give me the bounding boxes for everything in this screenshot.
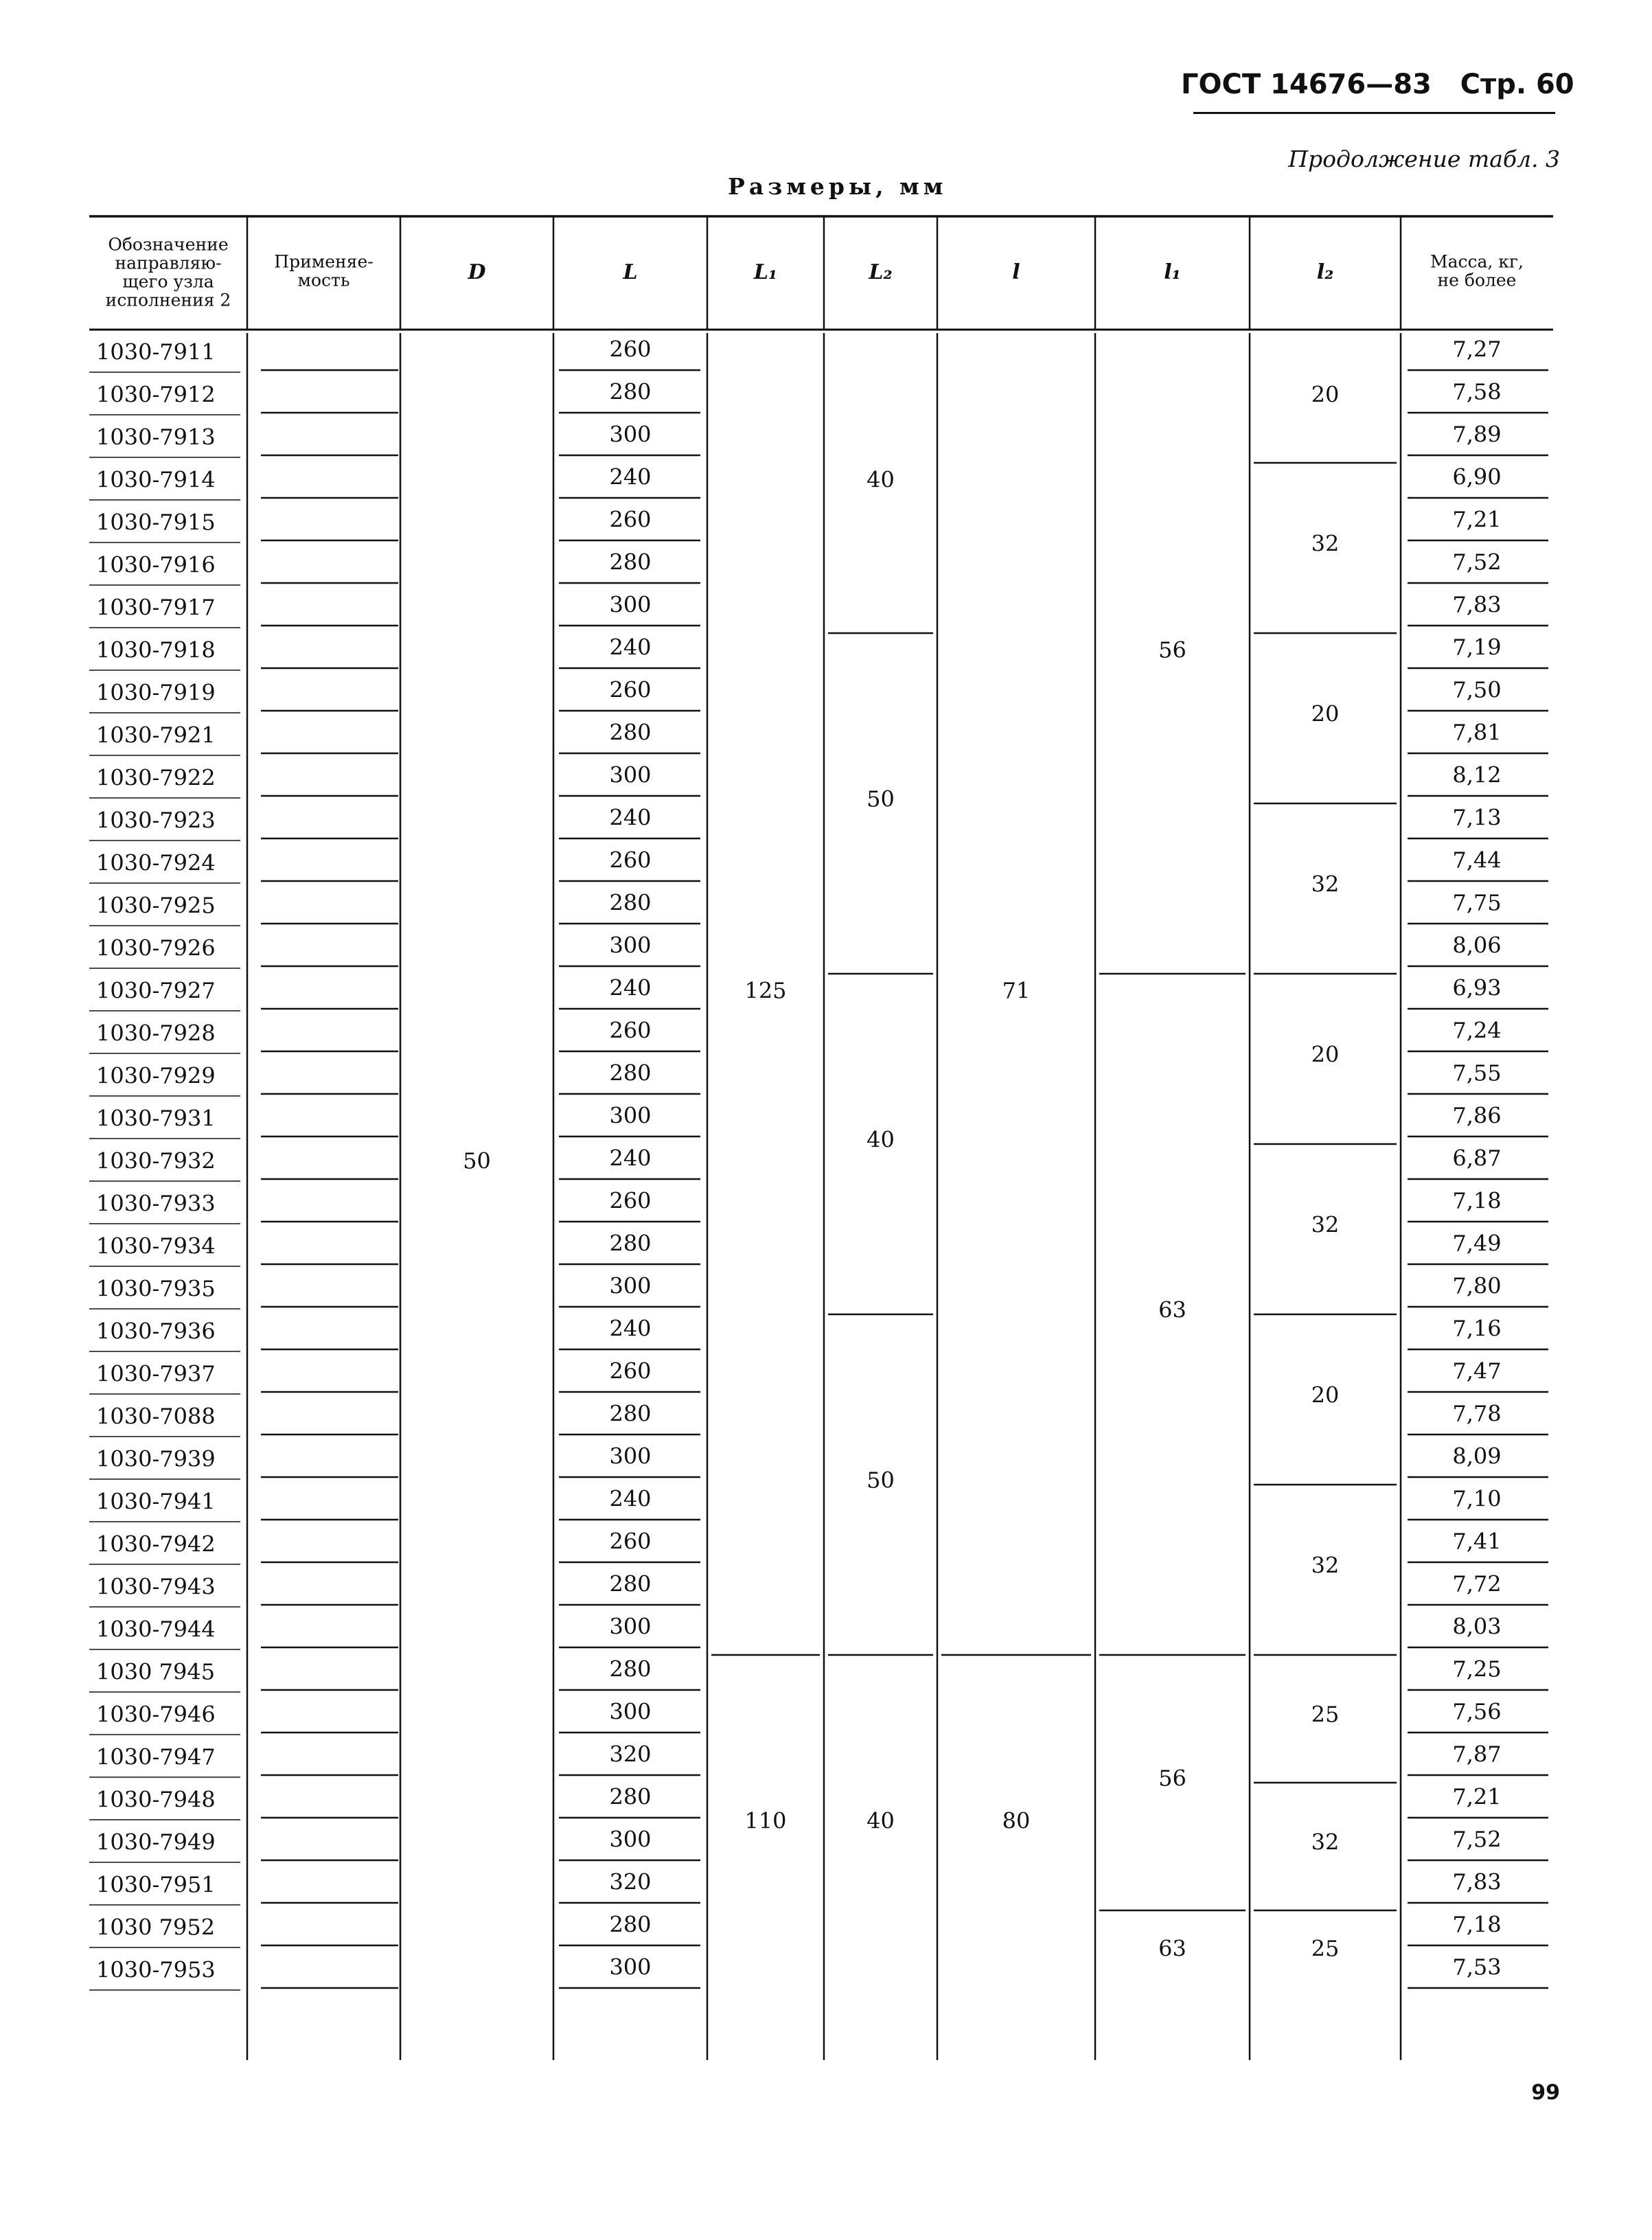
row-mass: 7,52	[1452, 1826, 1502, 1853]
row-designation: 1030 7952	[96, 1914, 216, 1941]
row-L: 260	[609, 1358, 652, 1384]
row-designation: 1030-7939	[96, 1445, 216, 1472]
row-designation: 1030-7948	[96, 1786, 216, 1813]
dimensions-caption: Размеры, мм	[728, 173, 948, 200]
row-L: 280	[609, 1230, 652, 1257]
row-designation: 1030-7942	[96, 1531, 216, 1557]
merged-D-value: 50	[463, 1147, 491, 1174]
row-L: 300	[609, 1954, 652, 1980]
row-L: 320	[609, 1868, 652, 1895]
row-mass: 7,49	[1452, 1230, 1502, 1257]
row-mass: 6,87	[1452, 1145, 1502, 1172]
row-L: 240	[609, 464, 652, 490]
merged-L2-value: 40	[867, 466, 895, 493]
row-L: 300	[609, 762, 652, 788]
row-designation: 1030-7919	[96, 679, 216, 706]
merged-l2-value: 32	[1311, 871, 1340, 898]
row-mass: 7,21	[1452, 1783, 1502, 1810]
row-L: 300	[609, 932, 652, 959]
merged-l2-value: 20	[1311, 1382, 1340, 1408]
row-designation: 1030-7934	[96, 1233, 216, 1259]
row-L: 300	[609, 1443, 652, 1470]
row-L: 260	[609, 1017, 652, 1044]
row-designation: 1030-7927	[96, 977, 216, 1004]
row-L: 260	[609, 506, 652, 533]
merged-L2-value: 40	[867, 1807, 895, 1834]
row-mass: 7,25	[1452, 1656, 1502, 1682]
row-L: 280	[609, 889, 652, 916]
row-designation: 1030-7911	[96, 339, 216, 365]
row-designation: 1030-7953	[96, 1956, 216, 1983]
row-designation: 1030-7951	[96, 1871, 216, 1898]
row-designation: 1030-7937	[96, 1360, 216, 1387]
row-mass: 7,50	[1452, 676, 1502, 703]
row-L: 280	[609, 378, 652, 405]
row-designation: 1030-7923	[96, 807, 216, 834]
merged-l2-value: 25	[1311, 1935, 1340, 1962]
row-L: 280	[609, 1060, 652, 1086]
row-designation: 1030-7915	[96, 509, 216, 536]
merged-L2-value: 40	[867, 1126, 895, 1153]
row-mass: 7,21	[1452, 506, 1502, 533]
merged-l2-value: 20	[1311, 1041, 1340, 1068]
header-designation-line: направляю-	[115, 253, 222, 273]
row-designation: 1030-7918	[96, 637, 216, 663]
row-designation: 1030 7945	[96, 1658, 216, 1685]
row-L: 300	[609, 421, 652, 448]
row-designation: 1030-7921	[96, 722, 216, 748]
row-L: 280	[609, 1400, 652, 1427]
row-mass: 6,90	[1452, 464, 1502, 490]
header-l: l	[1012, 260, 1020, 284]
row-designation: 1030-7928	[96, 1020, 216, 1047]
merged-L2-value: 50	[867, 1467, 895, 1494]
row-mass: 6,93	[1452, 974, 1502, 1001]
row-mass: 7,81	[1452, 719, 1502, 746]
row-L: 260	[609, 676, 652, 703]
header-L: L	[623, 260, 638, 284]
merged-L1-value: 110	[744, 1807, 787, 1834]
row-L: 260	[609, 847, 652, 873]
row-mass: 7,56	[1452, 1698, 1502, 1725]
row-designation: 1030-7936	[96, 1318, 216, 1345]
header-l1: l₁	[1164, 260, 1181, 284]
header-applicability-line: Применяе-	[274, 251, 374, 272]
row-mass: 7,83	[1452, 591, 1502, 618]
row-L: 240	[609, 804, 652, 831]
header-designation-line: исполнения 2	[105, 290, 231, 310]
row-mass: 7,72	[1452, 1570, 1502, 1597]
row-mass: 8,06	[1452, 932, 1502, 959]
header-l2: l₂	[1316, 260, 1334, 284]
row-mass: 7,41	[1452, 1528, 1502, 1555]
merged-l1-value: 63	[1158, 1296, 1186, 1323]
row-designation: 1030-7088	[96, 1403, 216, 1430]
row-designation: 1030-7924	[96, 849, 216, 876]
row-L: 280	[609, 1656, 652, 1682]
row-L: 240	[609, 1145, 652, 1172]
row-designation: 1030-7932	[96, 1147, 216, 1174]
merged-l2-value: 25	[1311, 1701, 1340, 1728]
row-mass: 7,87	[1452, 1741, 1502, 1768]
row-L: 240	[609, 634, 652, 661]
row-mass: 7,80	[1452, 1272, 1502, 1299]
row-designation: 1030-7917	[96, 594, 216, 621]
row-mass: 7,83	[1452, 1868, 1502, 1895]
row-designation: 1030-7943	[96, 1573, 216, 1600]
row-mass: 7,89	[1452, 421, 1502, 448]
header-L1: L₁	[753, 260, 778, 284]
page-number: 99	[1531, 2081, 1560, 2105]
header-D: D	[468, 260, 486, 284]
merged-l1-value: 63	[1158, 1935, 1186, 1962]
merged-l-value: 80	[1002, 1807, 1031, 1834]
row-designation: 1030-7914	[96, 466, 216, 493]
row-designation: 1030-7944	[96, 1616, 216, 1643]
row-designation: 1030-7947	[96, 1744, 216, 1770]
row-L: 280	[609, 549, 652, 575]
row-mass: 7,24	[1452, 1017, 1502, 1044]
row-designation: 1030-7916	[96, 551, 216, 578]
row-mass: 7,10	[1452, 1485, 1502, 1512]
row-mass: 7,13	[1452, 804, 1502, 831]
merged-l-value: 71	[1002, 977, 1031, 1004]
merged-l2-value: 32	[1311, 1211, 1340, 1238]
row-designation: 1030-7941	[96, 1488, 216, 1515]
row-L: 320	[609, 1741, 652, 1768]
row-L: 300	[609, 1826, 652, 1853]
row-mass: 7,58	[1452, 378, 1502, 405]
merged-L2-value: 50	[867, 786, 895, 812]
row-mass: 7,78	[1452, 1400, 1502, 1427]
row-L: 260	[609, 1528, 652, 1555]
row-mass: 7,55	[1452, 1060, 1502, 1086]
row-designation: 1030-7931	[96, 1105, 216, 1132]
row-mass: 8,09	[1452, 1443, 1502, 1470]
header-designation-line: щего узла	[122, 271, 214, 292]
row-L: 280	[609, 1783, 652, 1810]
row-mass: 7,18	[1452, 1911, 1502, 1938]
row-designation: 1030-7935	[96, 1275, 216, 1302]
row-designation: 1030-7925	[96, 892, 216, 919]
header-mass-line: Масса, кг,	[1430, 251, 1524, 272]
merged-L1-value: 125	[744, 977, 787, 1004]
row-L: 260	[609, 1187, 652, 1214]
row-mass: 7,18	[1452, 1187, 1502, 1214]
row-mass: 7,47	[1452, 1358, 1502, 1384]
row-designation: 1030-7926	[96, 935, 216, 961]
row-L: 300	[609, 1102, 652, 1129]
row-designation: 1030-7913	[96, 424, 216, 450]
row-L: 280	[609, 1911, 652, 1938]
row-mass: 7,27	[1452, 336, 1502, 363]
table-continuation-note: Продолжение табл. 3	[1288, 146, 1560, 172]
row-mass: 7,86	[1452, 1102, 1502, 1129]
row-designation: 1030-7922	[96, 764, 216, 791]
row-L: 300	[609, 1272, 652, 1299]
header-rule	[1193, 112, 1555, 114]
row-L: 260	[609, 336, 652, 363]
row-L: 280	[609, 1570, 652, 1597]
merged-l2-value: 32	[1311, 1552, 1340, 1579]
row-designation: 1030-7933	[96, 1190, 216, 1217]
row-designation: 1030-7912	[96, 381, 216, 408]
merged-l2-value: 20	[1311, 381, 1340, 408]
row-designation: 1030-7946	[96, 1701, 216, 1728]
row-mass: 7,75	[1452, 889, 1502, 916]
merged-l2-value: 32	[1311, 530, 1340, 557]
row-mass: 8,12	[1452, 762, 1502, 788]
row-mass: 7,19	[1452, 634, 1502, 661]
row-designation: 1030-7949	[96, 1829, 216, 1855]
row-L: 280	[609, 719, 652, 746]
row-mass: 7,52	[1452, 549, 1502, 575]
merged-l1-value: 56	[1158, 637, 1186, 663]
row-L: 300	[609, 1698, 652, 1725]
document-header	[1181, 69, 1574, 107]
row-mass: 7,16	[1452, 1315, 1502, 1342]
header-mass-line: не более	[1437, 270, 1517, 290]
header-applicability-line: мость	[297, 270, 350, 290]
row-L: 300	[609, 591, 652, 618]
row-mass: 8,03	[1452, 1613, 1502, 1640]
header-designation-line: Обозначение	[108, 234, 229, 255]
gost-number: ГОСТ 14676—83	[1181, 69, 1432, 100]
merged-l1-value: 56	[1158, 1765, 1186, 1792]
row-mass: 7,53	[1452, 1954, 1502, 1980]
page-reference: Стр. 60	[1460, 69, 1574, 100]
merged-l2-value: 32	[1311, 1829, 1340, 1855]
row-L: 240	[609, 1485, 652, 1512]
merged-l2-value: 20	[1311, 700, 1340, 727]
row-L: 240	[609, 1315, 652, 1342]
row-L: 240	[609, 974, 652, 1001]
row-L: 300	[609, 1613, 652, 1640]
header-L2: L₂	[869, 260, 893, 284]
row-designation: 1030-7929	[96, 1062, 216, 1089]
row-mass: 7,44	[1452, 847, 1502, 873]
